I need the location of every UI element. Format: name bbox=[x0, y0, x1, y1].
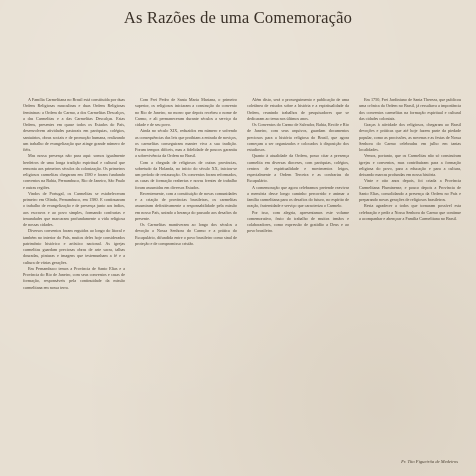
article-columns bbox=[23, 97, 461, 465]
paragraph: Vemos, portanto, que os Carmelitas não só construíram igrejas e conventos, mas contribuíram para a formação religiosa do povo, para a educação e para a cultura, deixando marcas profundas em nossa história. bbox=[359, 153, 461, 177]
paragraph: Mas nossa presença não para aqui: somos igualmente herdeiros de uma longa tradição espiritual e cultural que remonta aos primeiros séculos da colonização. Os primeiros religiosos carmelitas chegaram em 1580 e foram fundando conventos na Bahia, Pernambuco, Rio de Janeiro, São Paulo e outras regiões. bbox=[23, 153, 125, 190]
paragraph: Os Carmelitas mantiveram ao longo dos séculos a devoção a Nossa Senhora do Carmo e a prática do Escapulário, difundida entre o povo brasileiro como sinal de proteção e de compromisso cristão. bbox=[135, 222, 237, 246]
paragraph: A Família Carmelitana no Brasil está constituída por duas Ordens Religiosas masculinas e duas Ordens Religiosas femininas: a Ordem do Carmo, a dos Carmelitas Descalços, a das Carmelitas e a das Carmelitas Descalças. Estas Ordens, presentes em quase todos os Estados do País, desenvolvem atividades pastorais em paróquias, colégios, santuários, obras sociais e de promoção humana, realizando um trabalho de evangelização que atinge grande número de fiéis. bbox=[23, 97, 125, 152]
paragraph: Recentemente, com a constituição de novas comunidades e a criação de províncias brasileiras, os carmelitas assumiram definitivamente a responsabilidade pela missão em nosso País, unindo a herança do passado aos desafios do presente. bbox=[135, 190, 237, 221]
paragraph: Além disto, será o prosseguimento e publicação de uma coletânea de estudos sobre a história e a espiritualidade da Ordem, reunindo trabalhos de pesquisadores que se dedicaram ao tema nos últimos anos. bbox=[247, 97, 349, 121]
paragraph: Resta agradecer a todos que tornaram possível esta celebração e pedir a Nossa Senhora do Carmo que continue a acompanhar e abençoar a Família Carmelitana no Brasil. bbox=[359, 203, 461, 221]
page-title: As Razões de uma Comemoração bbox=[123, 8, 353, 27]
author-signature: Fr. Tito Figueirôa de Medeiros bbox=[401, 459, 458, 464]
column-3 bbox=[247, 97, 349, 465]
column-4 bbox=[359, 97, 461, 465]
paragraph: Diversos conventos foram erguidos ao longo do litoral e também no interior do País, muitos deles hoje considerados patrimônio histórico e artístico nacional. As igrejas carmelitas guardam preciosas obras de arte sacra, talhas douradas, pinturas e imagens que testemunham a fé e a cultura de várias gerações. bbox=[23, 228, 125, 265]
paragraph: Com Frei Pedro de Santa Maria Mariana, o primeiro superior, os religiosos iniciaram a construção do convento no Rio de Janeiro, no morro que depois recebeu o nome de Carmo, e ali permaneceram durante séculos a serviço da cidade e de seu povo. bbox=[135, 97, 237, 127]
paragraph: Em 1750, Frei Jardiniano de Santa Thereza, que publicou uma crônica da Ordem no Brasil, já ressaltava a importância dos conventos carmelitas na formação espiritual e cultural das cidades coloniais. bbox=[359, 97, 461, 121]
paragraph: Os Conventos do Carmo de Salvador, Bahia, Recife e Rio de Janeiro, com seus arquivos, guardam documentos preciosos para a história religiosa do Brasil, que agora começam a ser organizados e colocados à disposição dos estudiosos. bbox=[247, 122, 349, 152]
paragraph: Ainda no século XIX, reduzidos em número e sofrendo as consequências das leis que proibiam a entrada de noviços, os carmelitas conseguiram manter viva a sua tradição. Foram tempos difíceis, mas a fidelidade de poucos garantiu a sobrevivência da Ordem no Brasil. bbox=[135, 128, 237, 159]
paragraph: Quanto à atualidade da Ordem, posso citar a presença carmelita em diversas dioceses, com paróquias, colégios, centros de espiritualidade e movimentos leigos, especialmente a Ordem Terceira e as confrarias do Escapulário. bbox=[247, 153, 349, 184]
paragraph: Vinte e oito anos depois, foi criada a Província Carmelitana Fluminense, e pouco depois a Província de Santo Elias, consolidando a presença da Ordem no País e preparando novas gerações de religiosos brasileiros. bbox=[359, 178, 461, 202]
paragraph: Vindos de Portugal, os Carmelitas se estabeleceram primeiro em Olinda, Pernambuco, em 1580. E continuaram o trabalho de evangelização e de presença junto aos índios, aos escravos e ao povo simples, formando confrarias e irmandades que marcaram profundamente a vida religiosa de nossas cidades. bbox=[23, 190, 125, 227]
paragraph: Graças à atividade dos religiosos, chegaram ao Brasil devoções e práticas que até hoje fazem parte da piedade popular, como as procissões, as novenas e as festas de Nossa Senhora do Carmo celebradas em julho em tantas localidades. bbox=[359, 122, 461, 152]
paragraph: Com a chegada de religiosos de outras províncias, sobretudo da Holanda, no início do século XX, iniciou-se um período de restauração. Os conventos foram reformados, as casas de formação reabertas e novas frentes de trabalho foram assumidas em diversos Estados. bbox=[135, 159, 237, 190]
paragraph: A comemoração que agora celebramos pretende reavivar a memória desse longo caminho percorrido e animar a família carmelitana para os desafios do futuro, no espírito de oração, fraternidade e serviço que caracteriza o Carmelo. bbox=[247, 184, 349, 209]
column-1 bbox=[23, 97, 125, 465]
paragraph: Em Pernambuco temos a Província de Santo Elias e a Província do Rio de Janeiro, com seus conventos e casas de formação, responsáveis pela continuidade da missão carmelitana em nossa terra. bbox=[23, 265, 125, 290]
paragraph: Por isso, com alegria, apresentamos este volume comemorativo, fruto do trabalho de muitos irmãos e colaboradores, como expressão de gratidão a Deus e ao povo brasileiro. bbox=[247, 209, 349, 234]
column-2 bbox=[135, 97, 237, 465]
